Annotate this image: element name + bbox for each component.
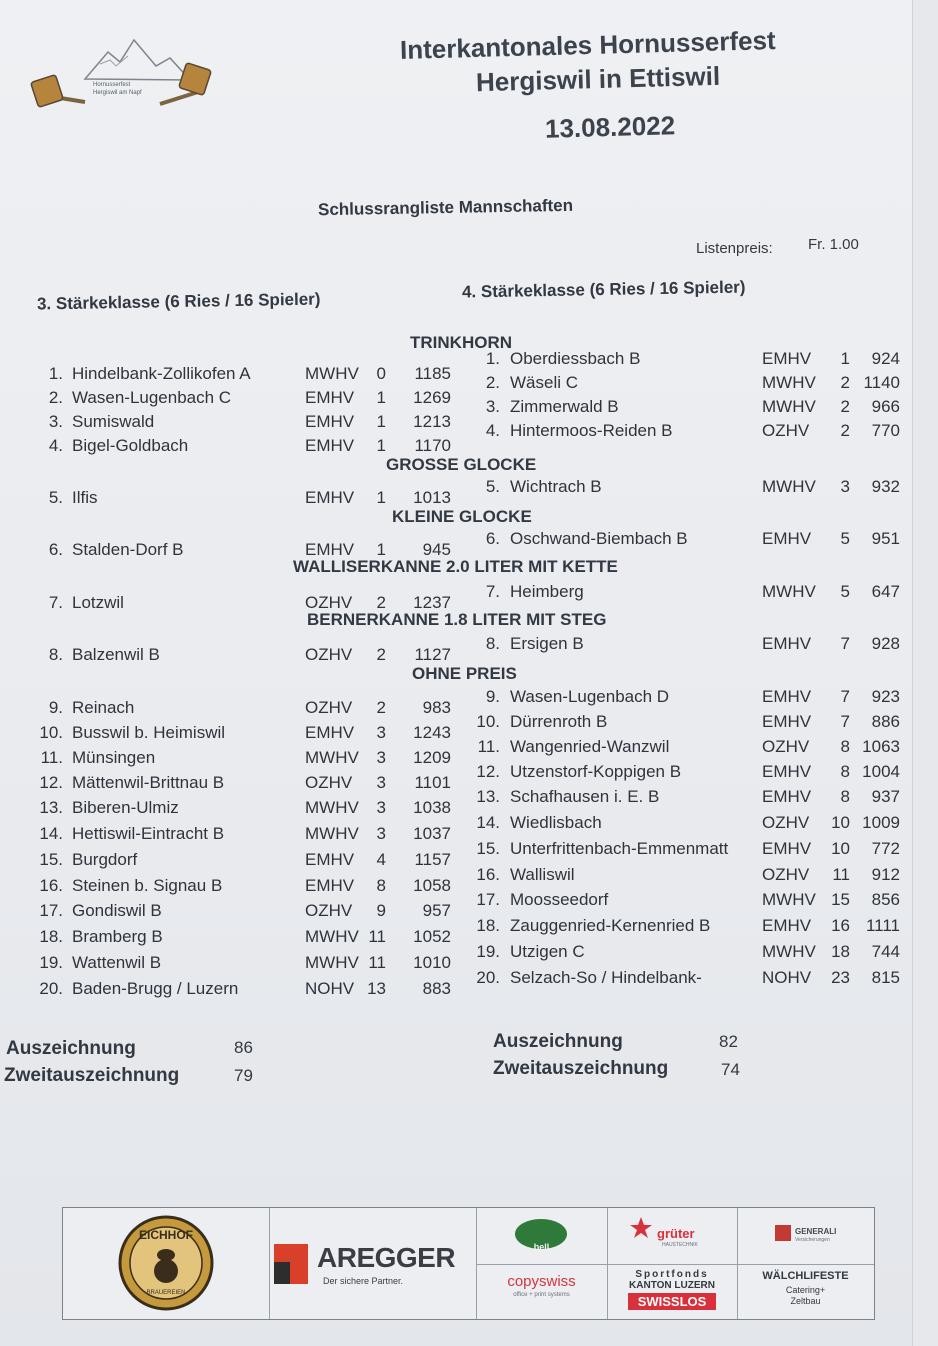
sponsor-generali-waelchli <box>737 1208 874 1319</box>
left-verband-cell: EMHV <box>305 540 355 559</box>
grueter-sub: HAUSTECHNIK <box>662 1242 698 1248</box>
right-table-row <box>0 942 912 966</box>
right-nr-cell: 8 <box>840 787 850 806</box>
left-nr-cell: 1 <box>376 488 386 507</box>
right-table-row <box>0 634 912 658</box>
right-team-cell: Wiedlisbach <box>510 813 602 832</box>
left-rank-cell: 11. <box>40 748 63 767</box>
right-nr-cell: 23 <box>831 968 850 987</box>
left-pts-cell: 1038 <box>413 798 451 817</box>
left-verband-cell: EMHV <box>305 388 355 407</box>
left-verband-cell: EMHV <box>305 488 355 507</box>
left-nr-cell: 4 <box>376 850 386 869</box>
right-team-cell: Walliswil <box>510 865 575 884</box>
left-pts-cell: 1101 <box>414 773 451 792</box>
list-subtitle: Schlussrangliste Mannschaften <box>317 195 574 220</box>
right-table-row <box>0 737 912 761</box>
prize-category-2: KLEINE GLOCKE <box>392 507 532 526</box>
right-rank-cell: 3. <box>485 397 500 416</box>
aregger-tagline: Der sichere Partner. <box>323 1276 404 1286</box>
left-rank-cell: 16. <box>39 876 63 895</box>
generali-name: GENERALI <box>795 1227 837 1236</box>
left-nr-cell: 11 <box>368 927 386 946</box>
left-nr-cell: 3 <box>376 773 386 792</box>
right-verband-cell: OZHV <box>762 421 810 440</box>
left-verband-cell: EMHV <box>305 876 355 895</box>
left-team-cell: Stalden-Dorf B <box>72 540 184 559</box>
left-rank-cell: 3. <box>48 412 63 431</box>
right-verband-cell: EMHV <box>762 839 812 858</box>
left-team-cell: Busswil b. Heimiswil <box>72 723 226 742</box>
right-team-cell: Utzigen C <box>510 942 585 961</box>
left-verband-cell: EMHV <box>305 723 355 742</box>
right-nr-cell: 8 <box>840 737 850 756</box>
left-team-cell: Bigel-Goldbach <box>72 436 189 455</box>
right-verband-cell: MWHV <box>762 373 816 392</box>
right-verband-cell: OZHV <box>762 737 810 756</box>
left-team-cell: Sumiswald <box>72 412 155 431</box>
left-pts-cell: 945 <box>422 540 451 559</box>
left-pts-cell: 1269 <box>413 388 451 407</box>
right-pts-cell: 1009 <box>862 813 900 832</box>
sponsor-bell-copyswiss <box>476 1208 608 1319</box>
right-rank-cell: 4. <box>485 421 500 440</box>
right-table-row <box>0 349 912 373</box>
left-rank-cell: 12. <box>39 773 63 792</box>
right-nr-cell: 3 <box>840 477 850 496</box>
right-rank-cell: 18. <box>476 916 500 935</box>
right-nr-cell: 8 <box>840 762 850 781</box>
left-verband-cell: MWHV <box>305 953 359 972</box>
left-team-cell: Burgdorf <box>72 850 138 869</box>
prize-category-3: WALLISERKANNE 2.0 LITER MIT KETTE <box>293 557 618 576</box>
left-team-cell: Steinen b. Signau B <box>72 876 223 895</box>
right-pts-cell: 744 <box>871 942 900 961</box>
left-pts-cell: 1185 <box>414 364 451 383</box>
right-pts-cell: 937 <box>871 787 900 806</box>
left-pts-cell: 1052 <box>413 927 451 946</box>
left-pts-cell: 957 <box>422 901 451 920</box>
prize-category-0: TRINKHORN <box>410 333 512 352</box>
right-table-row <box>0 582 912 606</box>
right-table-row <box>0 916 912 940</box>
left-team-cell: Ilfis <box>72 488 98 507</box>
right-table-row <box>0 373 912 397</box>
left-verband-cell: OZHV <box>305 901 353 920</box>
left-team-cell: Lotzwil <box>72 593 124 612</box>
left-nr-cell: 3 <box>376 723 386 742</box>
left-rank-cell: 10. <box>39 723 63 742</box>
right-team-cell: Ersigen B <box>510 634 584 653</box>
left-pts-cell: 1013 <box>413 488 451 507</box>
right-verband-cell: OZHV <box>762 813 810 832</box>
left-rank-cell: 2. <box>48 388 63 407</box>
copyswiss-sub: office + print systems <box>513 1292 570 1298</box>
price-label: Listenpreis: <box>696 240 773 257</box>
event-date: 13.08.2022 <box>544 110 676 144</box>
right-verband-cell: MWHV <box>762 942 816 961</box>
right-team-cell: Wasen-Lugenbach D <box>510 687 670 706</box>
left-verband-cell: MWHV <box>305 798 359 817</box>
waelchli-line3: Zeltbau <box>790 1296 821 1306</box>
left-team-cell: Mättenwil-Brittnau B <box>72 773 225 792</box>
right-verband-cell: MWHV <box>762 397 816 416</box>
right-nr-cell: 18 <box>831 942 850 961</box>
right-table-row <box>0 890 912 914</box>
right-verband-cell: EMHV <box>762 787 812 806</box>
right-pts-cell: 886 <box>871 712 900 731</box>
left-auszeichnung-label: Auszeichnung <box>6 1038 136 1059</box>
right-pts-cell: 815 <box>871 968 900 987</box>
right-verband-cell: EMHV <box>762 762 812 781</box>
right-table-row <box>0 839 912 863</box>
sponsor-aregger <box>269 1208 477 1319</box>
right-table-row <box>0 421 912 445</box>
right-pts-cell: 856 <box>871 890 900 909</box>
left-team-cell: Reinach <box>72 698 135 717</box>
logo-text-2: Hergiswil am Napf <box>93 90 142 96</box>
right-rank-cell: 13. <box>476 787 500 806</box>
left-rank-cell: 5. <box>48 488 63 507</box>
right-rank-cell: 20. <box>476 968 500 987</box>
right-table-row <box>0 762 912 786</box>
right-team-cell: Oberdiessbach B <box>510 349 641 368</box>
right-team-cell: Utzenstorf-Koppigen B <box>510 762 682 781</box>
right-pts-cell: 923 <box>871 687 900 706</box>
left-rank-cell: 1. <box>48 364 63 383</box>
right-rank-cell: 17. <box>476 890 500 909</box>
right-rank-cell: 15. <box>476 839 500 858</box>
left-pts-cell: 883 <box>422 979 451 998</box>
right-nr-cell: 7 <box>840 712 850 731</box>
right-team-cell: Dürrenroth B <box>510 712 608 731</box>
right-table-row <box>0 397 912 421</box>
left-team-cell: Biberen-Ulmiz <box>72 798 179 817</box>
right-pts-cell: 928 <box>871 634 900 653</box>
right-team-cell: Schafhausen i. E. B <box>510 787 660 806</box>
sponsor-eichhof <box>63 1208 270 1319</box>
left-verband-cell: OZHV <box>305 593 353 612</box>
right-team-cell: Zimmerwald B <box>510 397 619 416</box>
left-nr-cell: 9 <box>376 901 386 920</box>
grueter-name: grüter <box>657 1226 695 1241</box>
left-verband-cell: EMHV <box>305 436 355 455</box>
right-team-cell: Oschwand-Biembach B <box>510 529 688 548</box>
right-nr-cell: 5 <box>840 529 850 548</box>
right-table-row <box>0 687 912 711</box>
left-verband-cell: OZHV <box>305 645 353 664</box>
price-value: Fr. 1.00 <box>808 236 859 253</box>
logo-text-1: Hornusserfest <box>93 82 131 88</box>
prize-category-4: BERNERKANNE 1.8 LITER MIT STEG <box>307 610 607 629</box>
left-nr-cell: 0 <box>376 364 386 383</box>
right-verband-cell: EMHV <box>762 349 812 368</box>
left-nr-cell: 1 <box>376 412 386 431</box>
left-rank-cell: 4. <box>48 436 63 455</box>
left-team-cell: Balzenwil B <box>72 645 160 664</box>
left-nr-cell: 1 <box>376 436 386 455</box>
right-rank-cell: 8. <box>485 634 500 653</box>
right-rank-cell: 6. <box>485 529 500 548</box>
right-auszeichnung-value: 82 <box>719 1032 738 1051</box>
right-team-cell: Wäseli C <box>510 373 579 392</box>
right-pts-cell: 770 <box>871 421 900 440</box>
right-nr-cell: 2 <box>840 397 850 416</box>
right-pts-cell: 912 <box>871 865 900 884</box>
left-pts-cell: 1010 <box>413 953 451 972</box>
left-pts-cell: 1237 <box>413 593 451 612</box>
left-rank-cell: 8. <box>48 645 63 664</box>
left-nr-cell: 3 <box>376 748 386 767</box>
right-team-cell: Unterfrittenbach-Emmenmatt <box>510 839 729 858</box>
left-verband-cell: NOHV <box>305 979 355 998</box>
left-rank-cell: 20. <box>39 979 63 998</box>
left-nr-cell: 1 <box>376 540 386 559</box>
waelchli-line1: WÄLCHLIFESTE <box>762 1270 849 1282</box>
right-table-row <box>0 787 912 811</box>
right-rank-cell: 19. <box>476 942 500 961</box>
right-verband-cell: OZHV <box>762 865 810 884</box>
right-team-cell: Heimberg <box>510 582 584 601</box>
left-verband-cell: OZHV <box>305 698 353 717</box>
left-verband-cell: MWHV <box>305 824 359 843</box>
right-team-cell: Hintermoos-Reiden B <box>510 421 673 440</box>
right-nr-cell: 5 <box>840 582 850 601</box>
right-zweitauszeichnung-label: Zweitauszeichnung <box>493 1058 669 1079</box>
left-zweitauszeichnung-value: 79 <box>234 1066 253 1085</box>
right-nr-cell: 2 <box>840 373 850 392</box>
right-table-row <box>0 477 912 501</box>
right-rank-cell: 12. <box>476 762 500 781</box>
right-nr-cell: 7 <box>840 687 850 706</box>
right-verband-cell: EMHV <box>762 916 812 935</box>
left-team-cell: Wattenwil B <box>72 953 162 972</box>
right-rank-cell: 7. <box>485 582 500 601</box>
left-nr-cell: 13 <box>367 979 386 998</box>
right-pts-cell: 924 <box>871 349 900 368</box>
sportfonds-line2: KANTON LUZERN <box>629 1280 715 1291</box>
right-pts-cell: 772 <box>871 839 900 858</box>
right-verband-cell: NOHV <box>762 968 812 987</box>
right-team-cell: Zauggenried-Kernenried B <box>510 916 711 935</box>
sponsor-bar <box>62 1207 875 1320</box>
left-team-cell: Hindelbank-Zollikofen A <box>72 364 251 383</box>
left-pts-cell: 1058 <box>413 876 451 895</box>
bell-name: bell <box>533 1242 550 1252</box>
right-pts-cell: 1111 <box>865 916 900 935</box>
right-nr-cell: 11 <box>832 865 850 884</box>
left-verband-cell: MWHV <box>305 364 359 383</box>
left-rank-cell: 18. <box>39 927 63 946</box>
sportfonds-line1: Sportfonds <box>635 1269 709 1280</box>
left-team-cell: Gondiswil B <box>72 901 162 920</box>
right-nr-cell: 10 <box>831 813 850 832</box>
right-rank-cell: 16. <box>476 865 500 884</box>
right-team-cell: Moosseedorf <box>510 890 609 909</box>
right-pts-cell: 951 <box>871 529 900 548</box>
right-table-row <box>0 865 912 889</box>
right-rank-cell: 10. <box>476 712 500 731</box>
right-team-cell: Wangenried-Wanzwil <box>510 737 670 756</box>
right-verband-cell: EMHV <box>762 687 812 706</box>
right-rank-cell: 5. <box>485 477 500 496</box>
right-nr-cell: 1 <box>840 349 850 368</box>
right-verband-cell: EMHV <box>762 712 812 731</box>
right-rank-cell: 2. <box>485 373 500 392</box>
left-nr-cell: 1 <box>376 388 386 407</box>
right-nr-cell: 10 <box>831 839 850 858</box>
eichhof-sub: BRAUEREIEN <box>146 1290 186 1296</box>
left-rank-cell: 7. <box>48 593 63 612</box>
left-pts-cell: 1213 <box>413 412 451 431</box>
right-pts-cell: 966 <box>871 397 900 416</box>
right-team-cell: Wichtrach B <box>510 477 602 496</box>
left-rank-cell: 13. <box>39 798 63 817</box>
left-pts-cell: 983 <box>422 698 451 717</box>
generali-sub: Versicherungen <box>795 1237 830 1243</box>
right-pts-cell: 1063 <box>862 737 900 756</box>
left-pts-cell: 1037 <box>413 824 451 843</box>
left-nr-cell: 2 <box>376 645 386 664</box>
right-nr-cell: 2 <box>840 421 850 440</box>
left-nr-cell: 8 <box>376 876 386 895</box>
right-pts-cell: 647 <box>871 582 900 601</box>
right-nr-cell: 15 <box>831 890 850 909</box>
swisslos-badge: SWISSLOS <box>628 1293 716 1310</box>
right-table-row <box>0 813 912 837</box>
left-verband-cell: EMHV <box>305 412 355 431</box>
sponsor-grueter-sportfonds <box>607 1208 738 1319</box>
right-rank-cell: 9. <box>485 687 500 706</box>
page-title-line2: Hergiswil in Ettiswil <box>475 60 721 98</box>
left-verband-cell: OZHV <box>305 773 353 792</box>
right-rank-cell: 14. <box>476 813 500 832</box>
left-team-cell: Münsingen <box>72 748 156 767</box>
left-pts-cell: 1243 <box>413 723 451 742</box>
copyswiss-name: copyswiss <box>507 1273 576 1290</box>
aregger-name: AREGGER <box>317 1242 456 1273</box>
right-rank-cell: 1. <box>485 349 500 368</box>
right-verband-cell: MWHV <box>762 890 816 909</box>
prize-category-5: OHNE PREIS <box>412 664 517 683</box>
left-verband-cell: EMHV <box>305 850 355 869</box>
generali-lion-icon <box>775 1225 791 1241</box>
left-rank-cell: 14. <box>39 824 63 843</box>
page-title-line1: Interkantonales Hornusserfest <box>399 25 776 65</box>
grueter-star-icon <box>629 1216 653 1240</box>
class-4-title: 4. Stärkeklasse (6 Ries / 16 Spieler) <box>461 277 746 302</box>
right-table-row <box>0 712 912 736</box>
class-3-title: 3. Stärkeklasse (6 Ries / 16 Spieler) <box>36 289 321 314</box>
left-nr-cell: 3 <box>376 824 386 843</box>
waelchli-line2: Catering+ <box>785 1285 826 1295</box>
left-team-cell: Bramberg B <box>72 927 163 946</box>
eichhof-name: EICHHOF <box>139 1228 193 1242</box>
right-auszeichnung-label: Auszeichnung <box>493 1031 623 1052</box>
right-pts-cell: 1004 <box>862 762 900 781</box>
left-pts-cell: 1209 <box>413 748 451 767</box>
prize-category-1: GROSSE GLOCKE <box>386 455 537 474</box>
right-verband-cell: EMHV <box>762 634 812 653</box>
right-rank-cell: 11. <box>477 737 500 756</box>
left-nr-cell: 2 <box>376 698 386 717</box>
left-pts-cell: 1170 <box>414 436 451 455</box>
left-verband-cell: MWHV <box>305 748 359 767</box>
right-verband-cell: EMHV <box>762 529 812 548</box>
mountain-logo-icon <box>30 34 220 114</box>
left-nr-cell: 2 <box>376 593 386 612</box>
left-team-cell: Baden-Brugg / Luzern <box>72 979 239 998</box>
left-rank-cell: 15. <box>39 850 63 869</box>
left-rank-cell: 9. <box>48 698 63 717</box>
right-team-cell: Selzach-So / Hindelbank- <box>510 968 702 987</box>
left-zweitauszeichnung-label: Zweitauszeichnung <box>4 1065 180 1086</box>
right-pts-cell: 1140 <box>863 373 900 392</box>
left-nr-cell: 3 <box>376 798 386 817</box>
left-rank-cell: 17. <box>39 901 63 920</box>
right-verband-cell: MWHV <box>762 582 816 601</box>
right-table-row <box>0 529 912 553</box>
right-table-row <box>0 968 912 992</box>
left-nr-cell: 11 <box>368 953 386 972</box>
right-verband-cell: MWHV <box>762 477 816 496</box>
left-team-cell: Hettiswil-Eintracht B <box>72 824 225 843</box>
aregger-logo-icon <box>274 1244 308 1284</box>
left-verband-cell: MWHV <box>305 927 359 946</box>
right-nr-cell: 16 <box>831 916 850 935</box>
event-logo <box>30 34 220 114</box>
left-pts-cell: 1127 <box>414 645 451 664</box>
left-pts-cell: 1157 <box>414 850 451 869</box>
left-rank-cell: 19. <box>39 953 63 972</box>
right-nr-cell: 7 <box>840 634 850 653</box>
right-pts-cell: 932 <box>871 477 900 496</box>
left-auszeichnung-value: 86 <box>234 1038 253 1057</box>
right-zweitauszeichnung-value: 74 <box>721 1060 740 1079</box>
left-team-cell: Wasen-Lugenbach C <box>72 388 232 407</box>
left-rank-cell: 6. <box>48 540 63 559</box>
